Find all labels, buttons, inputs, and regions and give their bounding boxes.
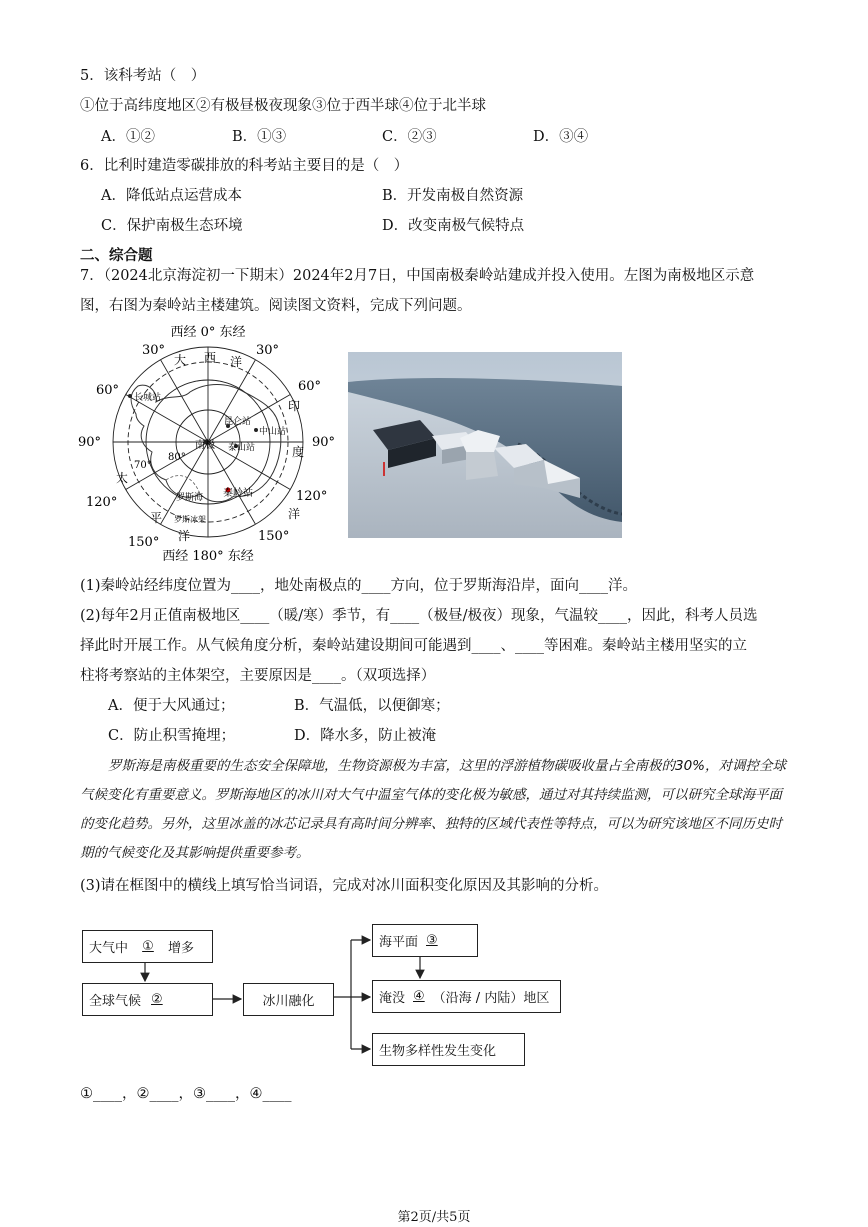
q6-option-a: A．降低站点运营成本 xyxy=(101,188,242,204)
q7-sub3: (3)请在框图中的横线上填写恰当词语，完成对冰川面积变化原因及其影响的分析。 xyxy=(80,878,609,894)
flow-box-sea-level: 海平面 ③ xyxy=(372,924,478,957)
flow-box-climate: 全球气候 ② xyxy=(82,983,213,1016)
q7-intro-1: 7．（2024北京海淀初一下期末）2024年2月7日，中国南极秦岭站建成并投入使用。左图为南极地区示意 xyxy=(80,268,755,284)
svg-text:80°: 80° xyxy=(168,452,186,463)
q5-option-b: B．①③ xyxy=(232,129,287,145)
q6-option-d: D．改变南极气候特点 xyxy=(382,218,525,234)
svg-text:太: 太 xyxy=(116,471,129,485)
blank-1: ① xyxy=(142,939,154,954)
svg-text:洋: 洋 xyxy=(178,529,191,543)
q7-sub2-line1: (2)每年2月正值南极地区____（暖/寒）季节，有____（极昼/极夜）现象，气温较____，因此，科考人员选 xyxy=(80,608,758,624)
q5-statements: ①位于高纬度地区②有极昼极夜现象③位于西半球④位于北半球 xyxy=(80,98,486,114)
svg-text:印: 印 xyxy=(288,399,301,413)
q5-option-a: A．①② xyxy=(101,129,155,145)
svg-text:150°: 150° xyxy=(258,529,290,544)
svg-text:90°: 90° xyxy=(312,435,336,450)
svg-text:大: 大 xyxy=(174,353,187,367)
q7-intro-2: 图，右图为秦岭站主楼建筑。阅读图文资料，完成下列问题。 xyxy=(80,298,472,314)
map-top-label: 西经 0° 东经 xyxy=(170,325,246,340)
svg-text:昆仑站: 昆仑站 xyxy=(224,417,252,427)
svg-text:洋: 洋 xyxy=(230,355,243,369)
svg-text:秦岭站: 秦岭站 xyxy=(223,488,253,499)
q6-option-b: B．开发南极自然资源 xyxy=(382,188,524,204)
svg-text:西: 西 xyxy=(204,351,217,365)
svg-text:60°: 60° xyxy=(298,379,322,394)
q7-sub2-line3: 柱将考察站的主体架空，主要原因是____。（双项选择） xyxy=(80,668,436,684)
blank-2: ② xyxy=(151,992,163,1007)
map-bottom-label: 西经 180° 东经 xyxy=(162,549,254,564)
svg-text:120°: 120° xyxy=(296,489,328,504)
blank-4: ④ xyxy=(413,989,425,1004)
blank-3: ③ xyxy=(426,933,438,948)
q6-stem: 6．比利时建造零碳排放的科考站主要目的是（ ） xyxy=(80,158,409,174)
svg-text:罗斯海: 罗斯海 xyxy=(176,493,204,503)
svg-text:120°: 120° xyxy=(86,495,118,510)
svg-text:30°: 30° xyxy=(256,343,280,358)
answer-line: ①____，②____，③____，④____ xyxy=(80,1086,292,1102)
svg-text:平: 平 xyxy=(150,511,163,525)
flow-box-biodiversity: 生物多样性发生变化 xyxy=(372,1033,525,1066)
svg-text:90°: 90° xyxy=(78,435,102,450)
page-footer: 第2页/共5页 xyxy=(397,1210,471,1225)
svg-text:泰山站: 泰山站 xyxy=(228,443,256,453)
q7-sub2-option-c: C．防止积雪掩埋； xyxy=(108,728,236,744)
svg-text:南极: 南极 xyxy=(195,440,215,451)
svg-text:中山站: 中山站 xyxy=(259,427,287,437)
flow-box-atmosphere: 大气中 ① 增多 xyxy=(82,930,213,963)
q5-stem: 5．该科考站（ ） xyxy=(80,68,206,84)
q6-option-c: C．保护南极生态环境 xyxy=(101,218,243,234)
q7-sub2-line2: 择此时开展工作。从气候角度分析，秦岭站建设期间可能遇到____、____等困难。秦岭站主楼用坚实的立 xyxy=(80,638,747,654)
q7-sub2-option-a: A．便于大风通过； xyxy=(108,698,235,714)
q7-sub2-option-d: D．降水多，防止被淹 xyxy=(294,728,437,744)
q7-sub1: (1)秦岭站经纬度位置为____，地处南极点的____方向，位于罗斯海沿岸，面向____洋。 xyxy=(80,578,638,594)
svg-text:长城站: 长城站 xyxy=(134,393,162,403)
q5-option-c: C．②③ xyxy=(382,129,437,145)
flow-box-glacier-melt: 冰川融化 xyxy=(243,983,334,1016)
reading-passage: 罗斯海是南极重要的生态安全保障地，生物资源极为丰富，这里的浮游植物碳吸收量占全南极的30%，对调控全球气候变化有重要意义。罗斯海地区的冰川对大气中温室气体的变化极为敏感，通过对其持续监测，可以研究全球海平面的变化趋势。另外，这里冰盖的冰芯记录具有高时间分辨率、独特的区域代表性等特点，可以为研究该地区不同历史时期的气候变化及其影响提供重要参考。 xyxy=(80,758,787,861)
flow-box-flood: 淹没 ④ （沿海 / 内陆）地区 xyxy=(372,980,561,1013)
svg-text:度: 度 xyxy=(292,445,305,459)
q7-sub2-option-b: B．气温低，以便御寒； xyxy=(294,698,450,714)
svg-text:70°: 70° xyxy=(134,460,152,471)
q5-option-d: D．③④ xyxy=(533,129,589,145)
svg-text:洋: 洋 xyxy=(288,507,301,521)
svg-text:150°: 150° xyxy=(128,535,160,550)
section-title: 二、综合题 xyxy=(80,248,153,264)
svg-text:罗斯冰架: 罗斯冰架 xyxy=(174,515,206,524)
svg-text:30°: 30° xyxy=(142,343,166,358)
svg-text:60°: 60° xyxy=(96,383,120,398)
